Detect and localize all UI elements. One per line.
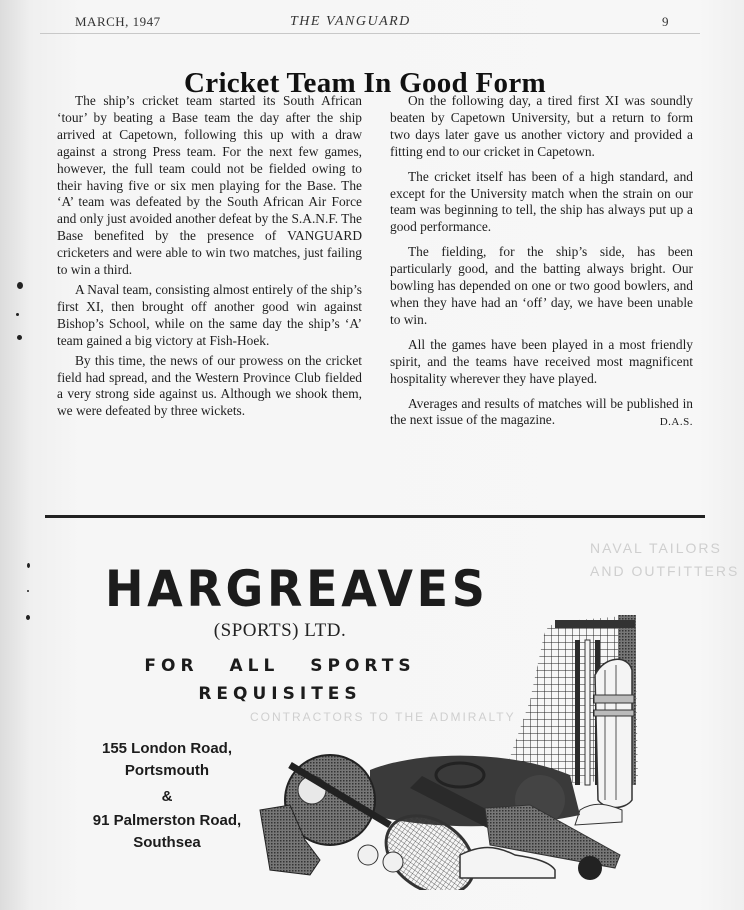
tennis-ball-icon xyxy=(383,852,403,872)
ampersand: & xyxy=(161,788,173,805)
paragraph-text: Averages and results of matches will be published in the next issue of the magazine. xyxy=(390,395,693,428)
address-line: Portsmouth xyxy=(124,762,210,779)
ad-tagline: REQUISITES xyxy=(198,684,362,704)
issue-date: MARCH, 1947 xyxy=(75,14,161,29)
show-through-text: CONTRACTORS TO THE ADMIRALTY xyxy=(250,710,516,724)
section-divider xyxy=(45,515,705,518)
advertiser-name: HARGREAVES xyxy=(105,560,489,618)
article-column-left xyxy=(57,93,362,420)
paragraph: The fielding, for the ship’s side, has been particularly good, and the batting always bright. Our bowling has depended on one or two good bowlers, and when they have had an ‘off’ day, we have been unable to win. xyxy=(390,244,693,327)
paragraph: On the following day, a tired first XI was soundly beaten by Capetown University, but a return to form two days later gave us another victory and provided a fitting end to our cricket in Capetown. xyxy=(390,93,693,159)
paragraph xyxy=(390,396,693,430)
sports-equipment-illustration xyxy=(250,600,650,890)
ad-tagline: FOR ALL SPORTS xyxy=(144,656,416,676)
white-boot-icon xyxy=(575,804,622,825)
page-number: 9 xyxy=(662,14,669,29)
address-line: 91 Palmerston Road, xyxy=(92,812,242,829)
show-through-text: NAVAL TAILORS xyxy=(590,540,722,556)
advertiser-subtitle: (SPORTS) LTD. xyxy=(213,620,347,641)
article-headline: Cricket Team In Good Form xyxy=(184,67,546,100)
address-southsea xyxy=(82,810,252,854)
running-head xyxy=(0,14,744,34)
paragraph: By this time, the news of our prowess on the cricket field had spread, and the Western Province Club fielded a very strong side against us. Although we shook them, we were defeated by three wickets. xyxy=(57,352,362,419)
paragraph: The cricket itself has been of a high standard, and except for the University match when the strain on our team was beginning to tell, the ship has always put up a good performance. xyxy=(390,168,693,235)
cricket-ball-icon xyxy=(578,856,602,880)
article-column-right xyxy=(390,93,693,431)
tennis-ball-icon xyxy=(358,845,378,865)
header-rule xyxy=(40,33,700,34)
address-line: Southsea xyxy=(133,834,201,851)
paragraph: All the games have been played in a most friendly spirit, and the teams have received most magnificent hospitality wherever they have played. xyxy=(390,336,693,386)
show-through-text: AND OUTFITTERS xyxy=(590,563,740,579)
paragraph: The ship’s cricket team started its South African ‘tour’ by beating a Base team the day after the ship arrived at Capetown, following this up with a draw against a strong Press team. For the next few games, however, the full team could not be fielded owing to their having five or six men playing for the Base. The ‘A’ team was defeated by the South African Air Force and only just avoided another defeat by the S.A.N.F. The Base benefited by the presence of VANGUARD cricketers and were able to win two matches, just failing to win a third. xyxy=(57,93,362,278)
batting-pads-icon xyxy=(594,659,634,807)
publication-title: THE VANGUARD xyxy=(290,14,411,29)
author-signature: D.A.S. xyxy=(659,416,693,429)
paragraph: A Naval team, consisting almost entirely of the ship’s first XI, then brought off another good win against Bishop’s School, while on the same day the ship’s ‘A’ team gained a big victory at Fish-Hoek. xyxy=(57,281,362,348)
address-portsmouth xyxy=(82,738,252,782)
address-line: 155 London Road, xyxy=(101,740,232,757)
